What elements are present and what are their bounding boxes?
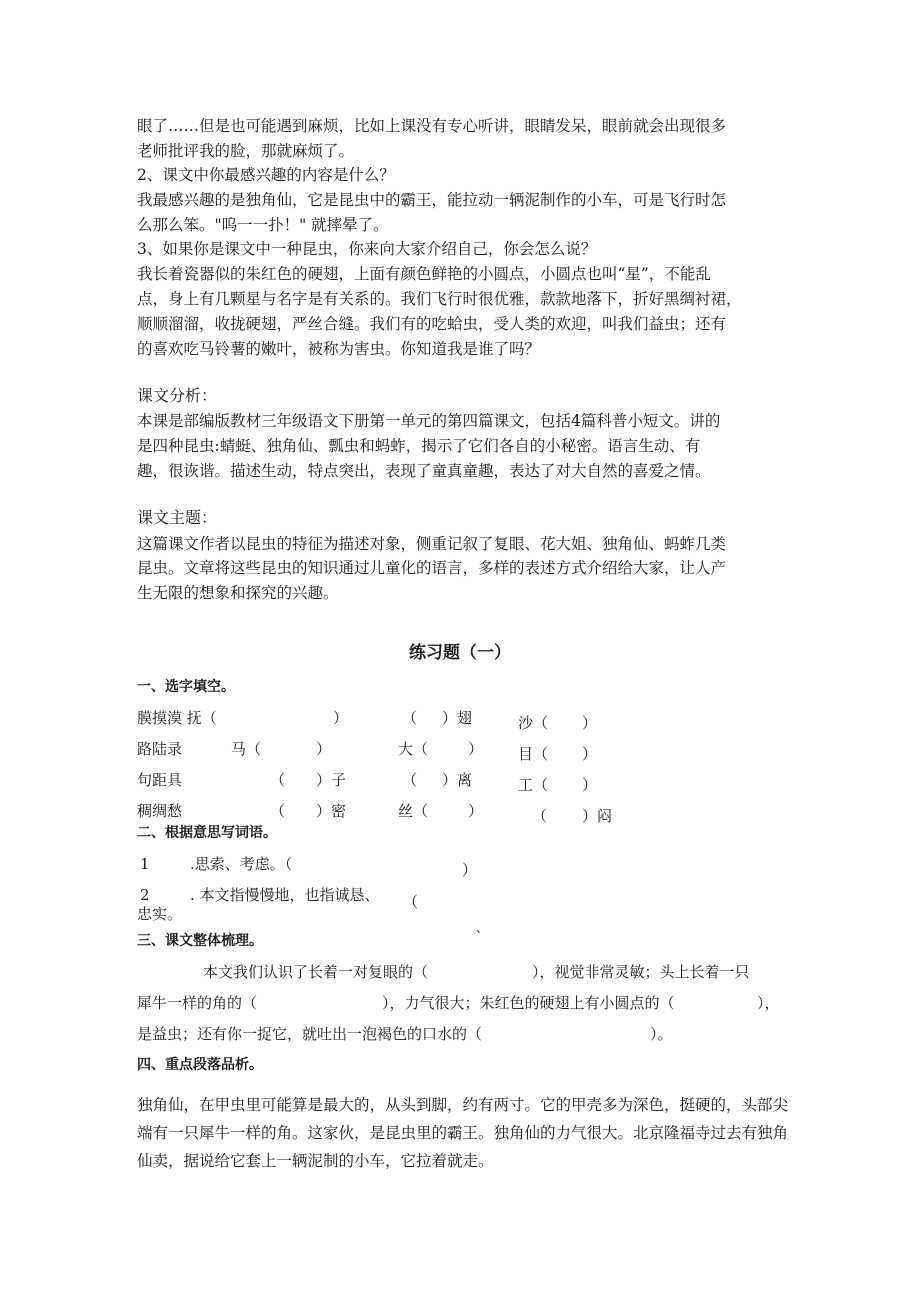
blank-open: （ [402, 709, 418, 727]
q3-line-3b: ）。 [650, 1025, 673, 1043]
exercise-title: 练习题（一） [409, 643, 511, 663]
answer-line: 顺顺溜溜，收拢硬翅，严丝合缝。我们有的吃蛤虫，受人类的欢迎，叫我们益虫；还有 [137, 315, 727, 333]
q2-item-2-cont: 忠实。 [137, 905, 183, 923]
question-2: 2、课文中你最感兴趣的内容是什么？ [137, 166, 395, 184]
theme-line: 昆虫。文章将这些昆虫的知识通过儿童化的语言，多样的表述方式介绍给大家，让人产 [137, 559, 727, 577]
q1-row-4-clipped: 稠绸愁 （ ）密 丝（ ） （ ）闷 [137, 802, 613, 825]
blank-open: （ [403, 893, 419, 911]
q2-item-1-number: 1 [140, 855, 150, 873]
answer-line: 么那么笨。"呜一一扑！" 就摔晕了。 [137, 216, 389, 234]
analysis-line: 本课是部编版教材三年级语文下册第一单元的第四篇课文，包括4篇科普小短文。讲的 [137, 412, 721, 430]
blank-open: （ [402, 771, 418, 789]
blank-close: ） [468, 740, 484, 758]
theme-line: 这篇课文作者以昆虫的特征为描述对象，侧重记叙了复眼、花大姐、独角仙、蚂蚱几类 [137, 535, 727, 553]
q3-line-1b: ），视觉非常灵敏；头上长着一只 [532, 963, 750, 981]
blank-close: ） [316, 740, 332, 758]
blank-close: ） [333, 709, 349, 727]
q4-passage-line: 独角仙，在甲虫里可能算是最大的，从头到脚，约有两寸。它的甲壳多为深色，挺硬的，头部尖 [137, 1096, 789, 1114]
q2-item-2-text: . 本文指慢慢地，也指诚恳、 [190, 886, 380, 904]
blank-close: ） [462, 861, 478, 879]
analysis-heading: 课文分析： [137, 386, 218, 405]
q3-heading: 三、课文整体梳理。 [137, 933, 263, 949]
question-3: 3、如果你是课文中一种昆虫，你来向大家介绍自己，你会怎么说？ [137, 240, 597, 258]
answer-line: 老师批评我的脸，那就麻烦了。 [137, 142, 355, 160]
q3-line-2a: 犀牛一样的角的（ [137, 994, 258, 1012]
answer-line: 点，身上有几颗星与名字是有关系的。我们飞行时很优雅，款款地落下，折好黑绸衬裙， [137, 290, 742, 308]
q3-line-3a: 是益虫；还有你一捉它，就吐出一泡褐色的口水的（ [137, 1025, 483, 1043]
q3-line-2c: ）， [757, 994, 780, 1012]
theme-line: 生无限的想象和探究的兴趣。 [137, 584, 339, 602]
blank-open: （ [270, 771, 286, 789]
blank-close: ） [582, 714, 598, 732]
q2-heading: 二、根据意思写词语。 [137, 825, 277, 841]
q1-heading: 一、选字填空。 [137, 679, 235, 695]
q2-item-2-number: 2 [140, 886, 150, 904]
theme-heading: 课文主题： [137, 508, 218, 527]
q4-heading: 四、重点段落品析。 [137, 1057, 263, 1073]
answer-line: 的喜欢吃马铃薯的嫩叶，被称为害虫。你知道我是谁了吗？ [137, 340, 541, 358]
blank-close: ） [582, 745, 598, 763]
blank-open: （ [532, 807, 548, 825]
q3-line-1a: 本文我们认识了长着一对复眼的（ [203, 963, 429, 981]
q4-passage-line: 端有一只犀牛一样的角。这家伙，是昆虫里的霸王。独角仙的力气很大。北京隆福寺过去有独角 [137, 1124, 789, 1142]
q4-passage-line: 仙卖，据说给它套上一辆泥制的小车，它拉着就走。 [137, 1152, 494, 1170]
blank-open: （ [270, 802, 286, 820]
analysis-line: 趣，很诙谐。描述生动，特点突出，表现了童真童趣，表达了对大自然的喜爱之情。 [137, 462, 711, 480]
stray-mark: 、 [476, 921, 489, 935]
answer-line: 眼了……但是也可能遇到麻烦，比如上课没有专心听讲，眼睛发呆，眼前就会出现很多 [137, 117, 727, 135]
q2-item-1-text: .思索、考虑。（ [190, 855, 293, 873]
analysis-line: 是四种昆虫:蜻蜓、独角仙、瓢虫和蚂蚱，揭示了它们各自的小秘密。语言生动、有 [137, 437, 701, 455]
blank-close: ） [468, 802, 484, 820]
blank-close: ） [582, 776, 598, 794]
answer-line: 我最感兴趣的是独角仙，它是昆虫中的霸王，能拉动一辆泥制作的小车，可是飞行时怎 [137, 191, 727, 209]
q3-line-2b: ），力气很大；朱红色的硬翅上有小圆点的（ [382, 994, 675, 1012]
answer-line: 我长着瓷器似的朱红色的硬翅，上面有颜色鲜艳的小圆点，小圆点也叫“星”，不能乱 [137, 265, 711, 283]
